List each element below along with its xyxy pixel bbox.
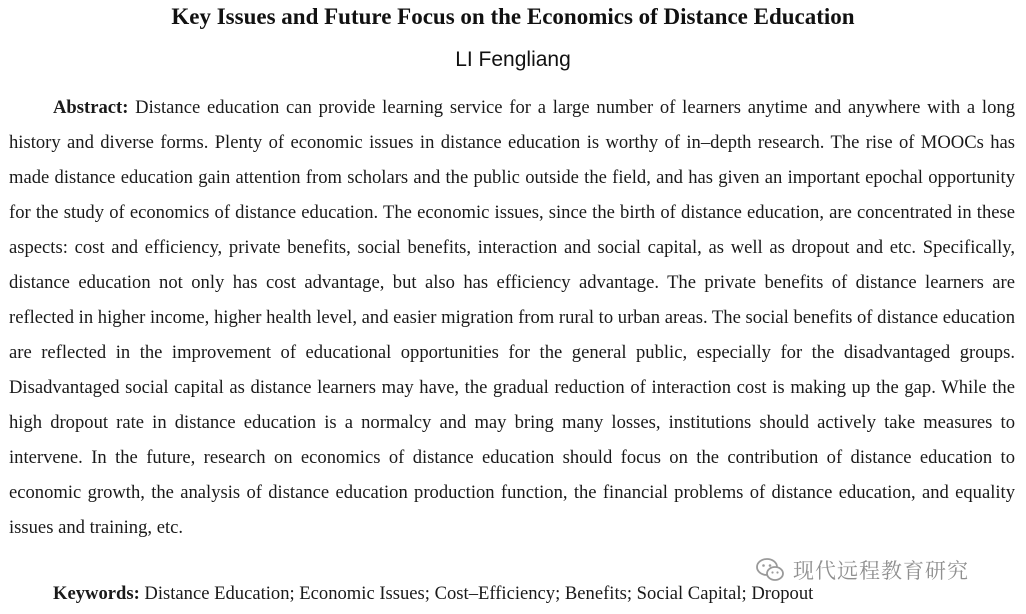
abstract-label: Abstract: [53, 97, 129, 118]
abstract-text: Distance education can provide learning service for a large number of learners anytime and anywhere with a long history and diverse forms. Plenty of economic issues in distance education is worthy of in–depth research. The rise of MOOCs has made distance education gain attention from scholars and the public outside the field, and has given an important epochal opportunity for the study of economics of distance education. The economic issues, since the birth of distance education, are concentrated in these aspects: cost and efficiency, private benefits, social benefits, interaction and social capital, as well as dropout and etc. Specifically, distance education not only has cost advantage, but also has efficiency advantage. The private benefits of distance learners are reflected in higher income, higher health level, and easier migration from rural to urban areas. The social benefits of distance education are reflected in the improvement of educational opportunities for the general public, especially for the disadvantaged groups. Disadvantaged social capital as distance learners may have, the gradual reduction of interaction cost is making up the gap. While the high dropout rate in distance education is a normalcy and may bring many losses, institutions should actively take measures to intervene. In the future, research on economics of distance education should focus on the contribution of distance education to economic growth, the analysis of distance education production function, the financial problems of distance education, and equality issues and training, etc. [9, 97, 1015, 538]
wechat-icon [755, 557, 785, 583]
paper-title: Key Issues and Future Focus on the Economics of Distance Education [171, 4, 855, 29]
watermark [755, 554, 969, 586]
author-name: LI Fengliang [455, 48, 571, 71]
keywords-line [53, 579, 813, 609]
keywords-label: Keywords: [53, 583, 140, 604]
abstract-paragraph [9, 90, 1015, 545]
keywords-text: Distance Education; Economic Issues; Cost–Efficiency; Benefits; Social Capital; Dropout [139, 583, 814, 604]
watermark-text: 现代远程教育研究 [793, 559, 969, 583]
